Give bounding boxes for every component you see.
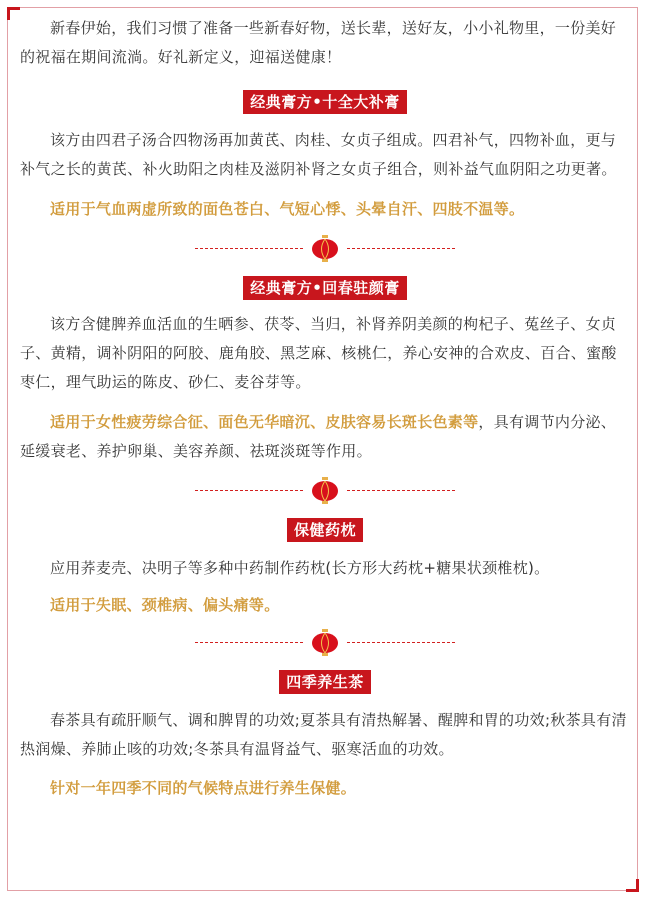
divider-line-left — [195, 248, 303, 249]
intro-paragraph: 新春伊始，我们习惯了准备一些新春好物，送长辈，送好友，小小礼物里，一份美好的祝福在期间流淌。好礼新定义，迎福送健康！ — [20, 19, 617, 66]
section-title: 四季养生茶 — [279, 670, 371, 694]
section-body: 应用荞麦壳、决明子等多种中药制作药枕(长方形大药枕+糖果状颈椎枕)。 — [50, 559, 550, 577]
article — [20, 14, 630, 803]
corner-ornament-top-left — [7, 7, 20, 20]
section-3 — [20, 518, 630, 542]
section-title: 保健药枕 — [287, 518, 363, 542]
lantern-divider — [195, 628, 455, 658]
lantern-divider — [195, 234, 455, 264]
section-title: 经典膏方•回春驻颜膏 — [243, 276, 407, 300]
section-title: 经典膏方•十全大补膏 — [243, 90, 407, 114]
highlight-text: 适用于女性疲劳综合征、面色无华暗沉、皮肤容易长斑长色素等 — [50, 413, 479, 431]
section-body: 春茶具有疏肝顺气、调和脾胃的功效;夏茶具有清热解暑、醒脾和胃的功效;秋茶具有清热润燥、养肺止咳的功效;冬茶具有温肾益气、驱寒活血的功效。 — [20, 711, 627, 758]
divider-line-right — [347, 642, 455, 643]
lantern-divider — [195, 476, 455, 506]
divider-line-right — [347, 490, 455, 491]
lantern-icon — [310, 476, 340, 506]
section-1 — [20, 90, 630, 114]
section-body: 该方含健脾养血活血的生晒参、茯苓、当归，补肾养阴美颜的枸杞子、菟丝子、女贞子、黄精，调补阴阳的阿胶、鹿角胶、黑芝麻、核桃仁，养心安神的合欢皮、百合、蜜酸枣仁，理气助运的陈皮、砂仁、麦谷芽等。 — [20, 315, 617, 391]
section-highlight — [20, 195, 630, 224]
section-4 — [20, 670, 630, 694]
divider-line-left — [195, 490, 303, 491]
highlight-text: 适用于气血两虚所致的面色苍白、气短心悸、头晕自汗、四肢不温等。 — [50, 200, 525, 218]
highlight-tail: ，具有调节内分泌、延缓衰老、养护卵巢、美容养颜、祛斑淡斑等作用。 — [20, 413, 617, 460]
highlight-text: 针对一年四季不同的气候特点进行养生保健。 — [50, 779, 357, 797]
lantern-icon — [310, 628, 340, 658]
section-highlight — [20, 774, 630, 803]
section-2 — [20, 276, 630, 300]
lantern-icon — [310, 234, 340, 264]
divider-line-left — [195, 642, 303, 643]
highlight-text: 适用于失眠、颈椎病、偏头痛等。 — [50, 596, 280, 614]
divider-line-right — [347, 248, 455, 249]
section-highlight — [20, 408, 630, 466]
section-highlight — [20, 591, 630, 620]
corner-ornament-bottom-right — [626, 879, 639, 892]
section-body: 该方由四君子汤合四物汤再加黄芪、肉桂、女贞子组成。四君补气，四物补血，更与补气之长的黄芪、补火助阳之肉桂及滋阴补肾之女贞子组合，则补益气血阴阳之功更著。 — [20, 131, 617, 178]
